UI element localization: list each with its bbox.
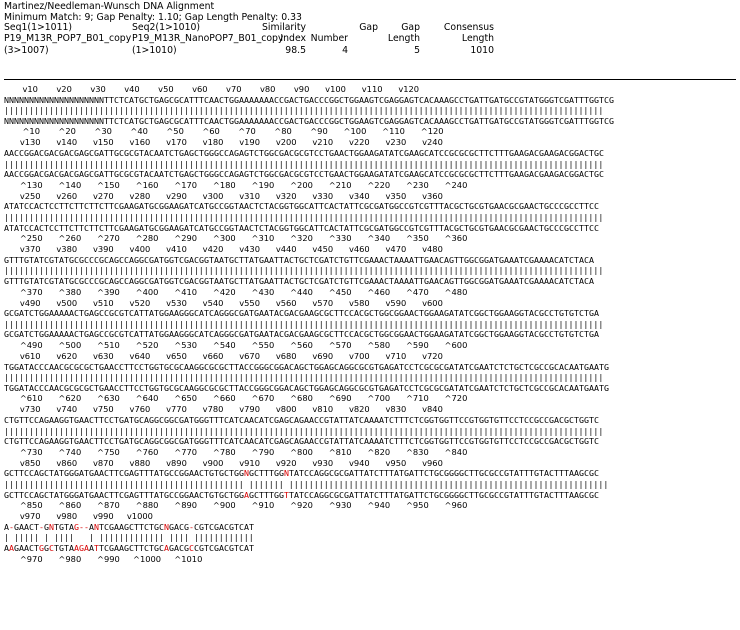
bottom-position-ruler: ^850 ^860 ^870 ^880 ^890 ^900 ^910 ^920 ^930 ^940 ^950 ^960 — [4, 500, 468, 511]
consensus-length-label: Length — [461, 32, 494, 44]
number-label: Number — [310, 32, 348, 44]
bottom-position-ruler: ^490 ^500 ^510 ^520 ^530 ^540 ^550 ^560 ^570 ^580 ^590 ^600 — [4, 339, 468, 350]
alignment-block — [4, 137, 738, 190]
alignment-parameters: Minimum Match: 9; Gap Penalty: 1.10; Gap Length Penalty: 0.33 — [4, 11, 302, 23]
top-position-ruler: v10 v20 v30 v40 v50 v60 v70 v80 v90 v100 v110 v120 — [4, 84, 420, 94]
seq2-row: GCTTCCAGCTATGGGATGAACTTCGAGTTTATGCCGGAACTGTGCTGGAGCTTTGGTTATCCAGGCGCGATTATCTTTATGATTCTGCGGGGCTTGCGCCGTATTTGTACTTTAAGCGC — [4, 489, 599, 500]
bottom-position-ruler: ^610 ^620 ^630 ^640 ^650 ^660 ^670 ^680 ^690 ^700 ^710 ^720 — [4, 393, 468, 404]
seq1-row: GCTTCCAGCTATGGGATGAACTTCGAGTTTATGCCGGAACTGTGCTGGNGCTTTGGNTATCCAGGCGCGATTATCTTTATGATTCTGCGGGGCTTGCGCCGTATTTGTACTTTAAGCGC — [4, 468, 599, 479]
match-row: | ||||| | |||| | ||||||||||||| |||| |||||||||||| — [4, 532, 254, 543]
top-position-ruler: v850 v860 v870 v880 v890 v900 v910 v920 v930 v940 v950 v960 — [4, 457, 443, 468]
alignment-block — [4, 404, 738, 457]
seq1-row: GCGATCTGGAAAAACTGAGCCGCGTCATTATGGAAGGGCATCAGGGCGATGAATACGACGAAGCGCTTCCACGCTGGCGGAACTGGAAGATATCGGCTGGAAGGTACGCCTGTGTCTGA — [4, 308, 599, 319]
seq2-name: P19_M13R_NanoPOP7_B01_copy — [132, 32, 284, 44]
match-row: |||||||||||||||||||||||||||||||||||||||||||||||||||||||||||||||||||||||||||||||||||||||||||||||||||||||||||||||||||||||| — [4, 105, 604, 116]
bottom-position-ruler: ^370 ^380 ^390 ^400 ^410 ^420 ^430 ^440 ^450 ^460 ^470 ^480 — [4, 286, 468, 297]
gap-number-value: 4 — [342, 45, 348, 56]
index-label: Index — [280, 32, 306, 44]
top-position-ruler: v970 v980 v990 v1000 — [4, 511, 153, 522]
match-row: |||||||||||||||||||||||||||||||||||||||||||||||||||||||||||||||||||||||||||||||||||||||||||||||||||||||||||||||||||||||| — [4, 158, 604, 169]
top-position-ruler: v490 v500 v510 v520 v530 v540 v550 v560 v570 v580 v590 v600 — [4, 297, 443, 308]
match-row: |||||||||||||||||||||||||||||||||||||||||||||||||||||||||||||||||||||||||||||||||||||||||||||||||||||||||||||||||||||||| — [4, 372, 604, 383]
bottom-position-ruler: ^130 ^140 ^150 ^160 ^170 ^180 ^190 ^200 ^210 ^220 ^230 ^240 — [4, 179, 468, 190]
seq2-row: TGGATACCCAACGCGCGCTGAACCTTCCTGGTGCGCAAGGCGCGCTTACCGGGCGGACAGCTGGAGCAGGCGCGTGAGATCCTCGCGCGATATCGAATCTCTGCTCGCCGCACAATGAATG — [4, 382, 609, 393]
bottom-position-ruler: ^250 ^260 ^270 ^280 ^290 ^300 ^310 ^320 ^330 ^340 ^350 ^360 — [4, 233, 468, 244]
seq1-label: Seq1(1>1011) — [4, 22, 73, 33]
alignment-block — [4, 298, 738, 351]
seq2-range: (1>1010) — [132, 45, 177, 56]
seq1-row: AACCGGACGACGACGAGCGATTGCGCGTACAATCTGAGCTGGGCCAGAGTCTGGCGACGCGTCCTGAACTGGAAGATATCGAAGCATCCGCGCGCTTCTTTGAAGACGAAGACGGACTGC — [4, 147, 604, 158]
seq2-row: AAGAACTGGCTGTAAGAATTCGAAGCTTCTGCAGACGCCGTCGACGTCAT — [4, 542, 254, 553]
consensus-label: Consensus — [443, 22, 494, 33]
seq1-row: ATATCCACTCCTTCTTCTTCTTCGAAGATGCGGAAGATCATGCCGGTAACTCTACGGTGGCATTCACTATTCGCGATGGCCGTCGTTTACGCTGCGTGAACGCGAACTGCCCGCCTTCC — [4, 201, 599, 212]
header-divider — [4, 79, 736, 80]
similarity-value: 98.5 — [285, 45, 306, 56]
seq2-row: AACCGGACGACGACGAGCGATTGCGCGTACAATCTGAGCTGGGCCAGAGTCTGGCGACGCGTCCTGAACTGGAAGATATCGAAGCATCCGCGCGCTTCTTTGAAGACGAAGACGGACTGC — [4, 169, 604, 180]
seq2-label: Seq2(1>1010) — [132, 22, 201, 33]
alignment-block — [4, 84, 738, 137]
top-position-ruler: v370 v380 v390 v400 v410 v420 v430 v440 v450 v460 v470 v480 — [4, 244, 443, 255]
top-position-ruler: v250 v260 v270 v280 v290 v300 v310 v320 v330 v340 v350 v360 — [4, 190, 443, 201]
consensus-length-value: 1010 — [470, 45, 494, 56]
alignment-header — [4, 2, 736, 57]
bottom-position-ruler: ^730 ^740 ^750 ^760 ^770 ^780 ^790 ^800 ^810 ^820 ^830 ^840 — [4, 446, 468, 457]
match-row: |||||||||||||||||||||||||||||||||||||||||||||||| ||||||| |||||||||||||||||||||||||||||||||||||||||||||||||||||||||||||||| — [4, 478, 609, 489]
seq2-row: GTTTGTATCGTATGCGCCCGCAGCCAGGCGATGGTCGACGGTAATGCTTATGAATTACTGCTCGATCTGTTCGAAACTAAAATTGAACAGTTGGCGGATGAAATCGAAAACATCTACA — [4, 275, 594, 286]
seq1-row: NNNNNNNNNNNNNNNNNNNNTTCTCATGCTGAGCGCATTTCAACTGGAAAAAAACCGACTGACCCGGCTGGAAGTCGAGGAGTCACAAAGCCTGATTGATGCCGTATGGGTCGATTTGGTCG — [4, 94, 614, 105]
seq2-row: NNNNNNNNNNNNNNNNNNNNTTCTCATGCTGAGCGCATTTCAACTGGAAAAAAACCGACTGACCCGGCTGGAAGTCGAGGAGTCACAAAGCCTGATTGATGCCGTATGGGTCGATTTGGTCG — [4, 115, 614, 126]
seq1-range: (3>1007) — [4, 45, 49, 56]
seq1-row: A-GAACT-GNTGTAG--ANTCGAAGCTTCTGCNGACG-CGTCGACGTCAT — [4, 521, 254, 532]
gap-label: Gap — [359, 22, 378, 33]
match-row: |||||||||||||||||||||||||||||||||||||||||||||||||||||||||||||||||||||||||||||||||||||||||||||||||||||||||||||||||||||||| — [4, 425, 604, 436]
result-row — [4, 46, 736, 57]
alignment-block — [4, 351, 738, 404]
gap-length-value: 5 — [414, 45, 420, 56]
top-position-ruler: v130 v140 v150 v160 v170 v180 v190 v200 v210 v220 v230 v240 — [4, 137, 443, 148]
seq1-name: P19_M13R_POP7_B01_copy — [4, 32, 132, 44]
top-position-ruler: v610 v620 v630 v640 v650 v660 v670 v680 v690 v700 v710 v720 — [4, 350, 443, 361]
header-row-1 — [4, 23, 736, 34]
similarity-label: Similarity — [262, 22, 306, 33]
seq1-row: GTTTGTATCGTATGCGCCCGCAGCCAGGCGATGGTCGACGGTAATGCTTATGAATTACTGCTCGATCTGTTCGAAACTAAAATTGAACAGTTGGCGGATGAAATCGAAAACATCTACA — [4, 254, 594, 265]
alignment-block — [4, 244, 738, 297]
match-row: |||||||||||||||||||||||||||||||||||||||||||||||||||||||||||||||||||||||||||||||||||||||||||||||||||||||||||||||||||||||| — [4, 211, 604, 222]
match-row: |||||||||||||||||||||||||||||||||||||||||||||||||||||||||||||||||||||||||||||||||||||||||||||||||||||||||||||||||||||||| — [4, 318, 604, 329]
report-title: Martinez/Needleman-Wunsch DNA Alignment — [4, 1, 215, 12]
header-row-2 — [4, 34, 736, 45]
alignment-body — [4, 84, 738, 565]
gap-length-label-1: Gap — [401, 22, 420, 33]
bottom-position-ruler: ^970 ^980 ^990 ^1000 ^1010 — [4, 553, 203, 564]
seq2-row: CTGTTCCAGAAGGTGAACTTCCTGATGCAGGCGGCGATGGGTTTCATCAACATCGAGCAGAACCGTATTATCAAAATCTTTCTCGGTGGTTCCGTGGTGTTCCTCCGCCGACGCTGGTC — [4, 436, 599, 447]
gap-length-label-2: Length — [387, 32, 420, 44]
seq2-row: GCGATCTGGAAAAACTGAGCCGCGTCATTATGGAAGGGCATCAGGGCGATGAATACGACGAAGCGCTTCCACGCTGGCGGAACTGGAAGATATCGGCTGGAAGGTACGCCTGTGTCTGA — [4, 329, 599, 340]
top-position-ruler: v730 v740 v750 v760 v770 v780 v790 v800 v810 v820 v830 v840 — [4, 404, 443, 415]
alignment-block — [4, 458, 738, 511]
seq2-row: ATATCCACTCCTTCTTCTTCTTCGAAGATGCGGAAGATCATGCCGGTAACTCTACGGTGGCATTCACTATTCGCGATGGCCGTCGTTTACGCTGCGTGAACGCGAACTGCCCGCCTTCC — [4, 222, 599, 233]
bottom-position-ruler: ^10 ^20 ^30 ^40 ^50 ^60 ^70 ^80 ^90 ^100 ^110 ^120 — [4, 126, 444, 137]
match-row: |||||||||||||||||||||||||||||||||||||||||||||||||||||||||||||||||||||||||||||||||||||||||||||||||||||||||||||||||||||||| — [4, 265, 604, 276]
seq1-row: TGGATACCCAACGCGCGCTGAACCTTCCTGGTGCGCAAGGCGCGCTTACCGGGCGGACAGCTGGAGCAGGCGCGTGAGATCCTCGCGCGATATCGAATCTCTGCTCGCCGCACAATGAATG — [4, 361, 609, 372]
alignment-block — [4, 511, 738, 564]
alignment-block — [4, 191, 738, 244]
seq1-row: CTGTTCCAGAAGGTGAACTTCCTGATGCAGGCGGCGATGGGTTTCATCAACATCGAGCAGAACCGTATTATCAAAATCTTTCTCGGTGGTTCCGTGGTGTTCCTCCGCCGACGCTGGTC — [4, 414, 599, 425]
